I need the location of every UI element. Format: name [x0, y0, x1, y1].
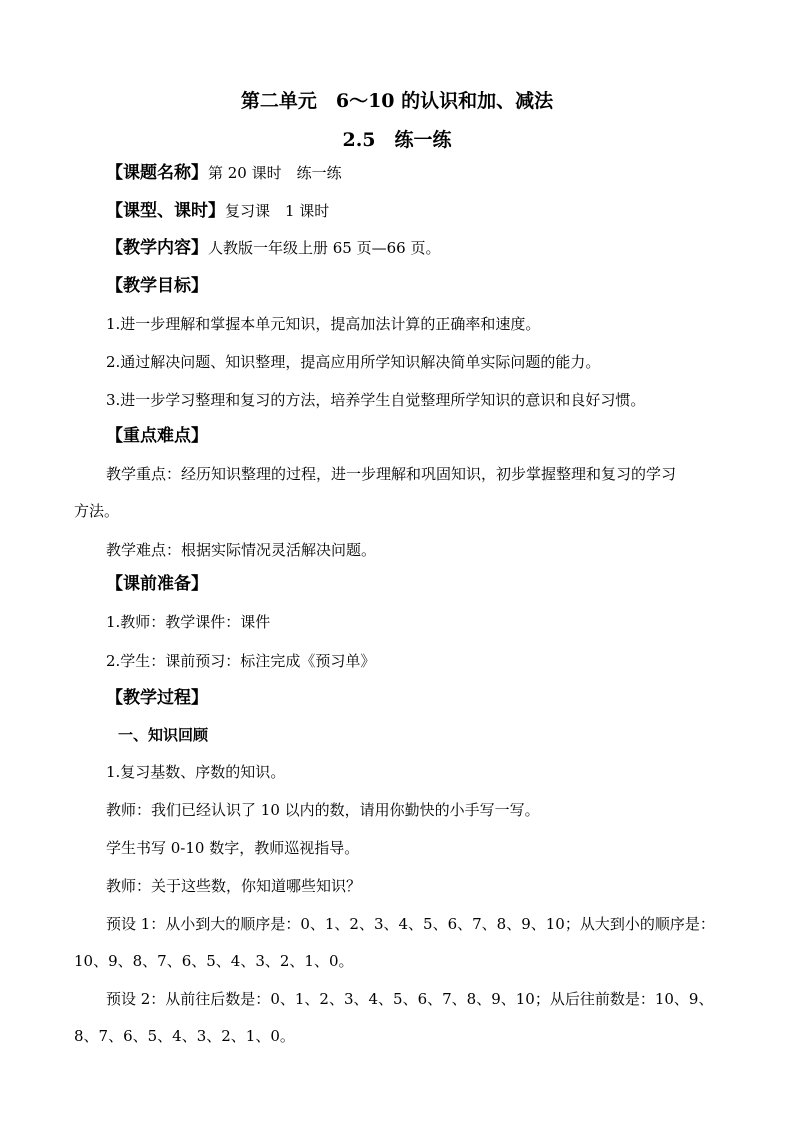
- lesson-type-row: [106, 201, 329, 221]
- teaching-focus: 教学重点：经历知识整理的过程，进一步理解和巩固知识，初步掌握整理和复习的学习: [106, 465, 677, 483]
- lesson-content-value: 人教版一年级上册 65 页—66 页。: [208, 239, 441, 257]
- goal-item: 2.通过解决问题、知识整理，提高应用所学知识解决简单实际问题的能力。: [106, 353, 601, 371]
- goal-item: 3.进一步学习整理和复习的方法，培养学生自觉整理所学知识的意识和良好习惯。: [106, 391, 646, 409]
- preparation-heading: 【课前准备】: [106, 574, 208, 594]
- section-title: 一、知识回顾: [118, 726, 209, 744]
- lesson-type-label: 【课型、课时】: [106, 201, 225, 221]
- teaching-focus-continued: 方法。: [74, 502, 120, 520]
- goal-item: 1.进一步理解和掌握本单元知识，提高加法计算的正确率和速度。: [106, 315, 541, 333]
- process-line: 10、9、8、7、6、5、4、3、2、1、0。: [74, 952, 354, 970]
- lesson-name-value: 第 20 课时 练一练: [208, 164, 342, 182]
- process-line: 预设 2：从前往后数是：0、1、2、3、4、5、6、7、8、9、10；从后往前数是：10、9、: [106, 990, 714, 1008]
- lesson-content-row: [106, 238, 440, 258]
- process-line: 学生书写 0-10 数字，教师巡视指导。: [106, 839, 360, 857]
- lesson-type-value: 复习课 1 课时: [225, 202, 330, 220]
- teaching-difficulty: 教学难点：根据实际情况灵活解决问题。: [106, 541, 377, 559]
- key-points-heading: 【重点难点】: [106, 426, 208, 446]
- process-line: 预设 1：从小到大的顺序是：0、1、2、3、4、5、6、7、8、9、10；从大到小的顺序是：: [106, 915, 715, 933]
- goals-heading: 【教学目标】: [106, 276, 208, 296]
- process-line: 教师：关于这些数，你知道哪些知识？: [106, 877, 362, 895]
- process-heading: 【教学过程】: [106, 688, 208, 708]
- lesson-content-label: 【教学内容】: [106, 238, 208, 258]
- process-line: 教师：我们已经认识了 10 以内的数，请用你勤快的小手写一写。: [106, 801, 540, 819]
- lesson-title: 2.5 练一练: [342, 129, 452, 151]
- preparation-item: 1.教师：教学课件：课件: [106, 613, 271, 631]
- unit-title: 第二单元 6～10 的认识和加、减法: [240, 90, 554, 112]
- preparation-item: 2.学生：课前预习：标注完成《预习单》: [106, 652, 376, 670]
- lesson-name-row: [106, 163, 342, 183]
- process-line: 1.复习基数、序数的知识。: [106, 763, 286, 781]
- lesson-name-label: 【课题名称】: [106, 163, 208, 183]
- process-line: 8、7、6、5、4、3、2、1、0。: [74, 1027, 295, 1045]
